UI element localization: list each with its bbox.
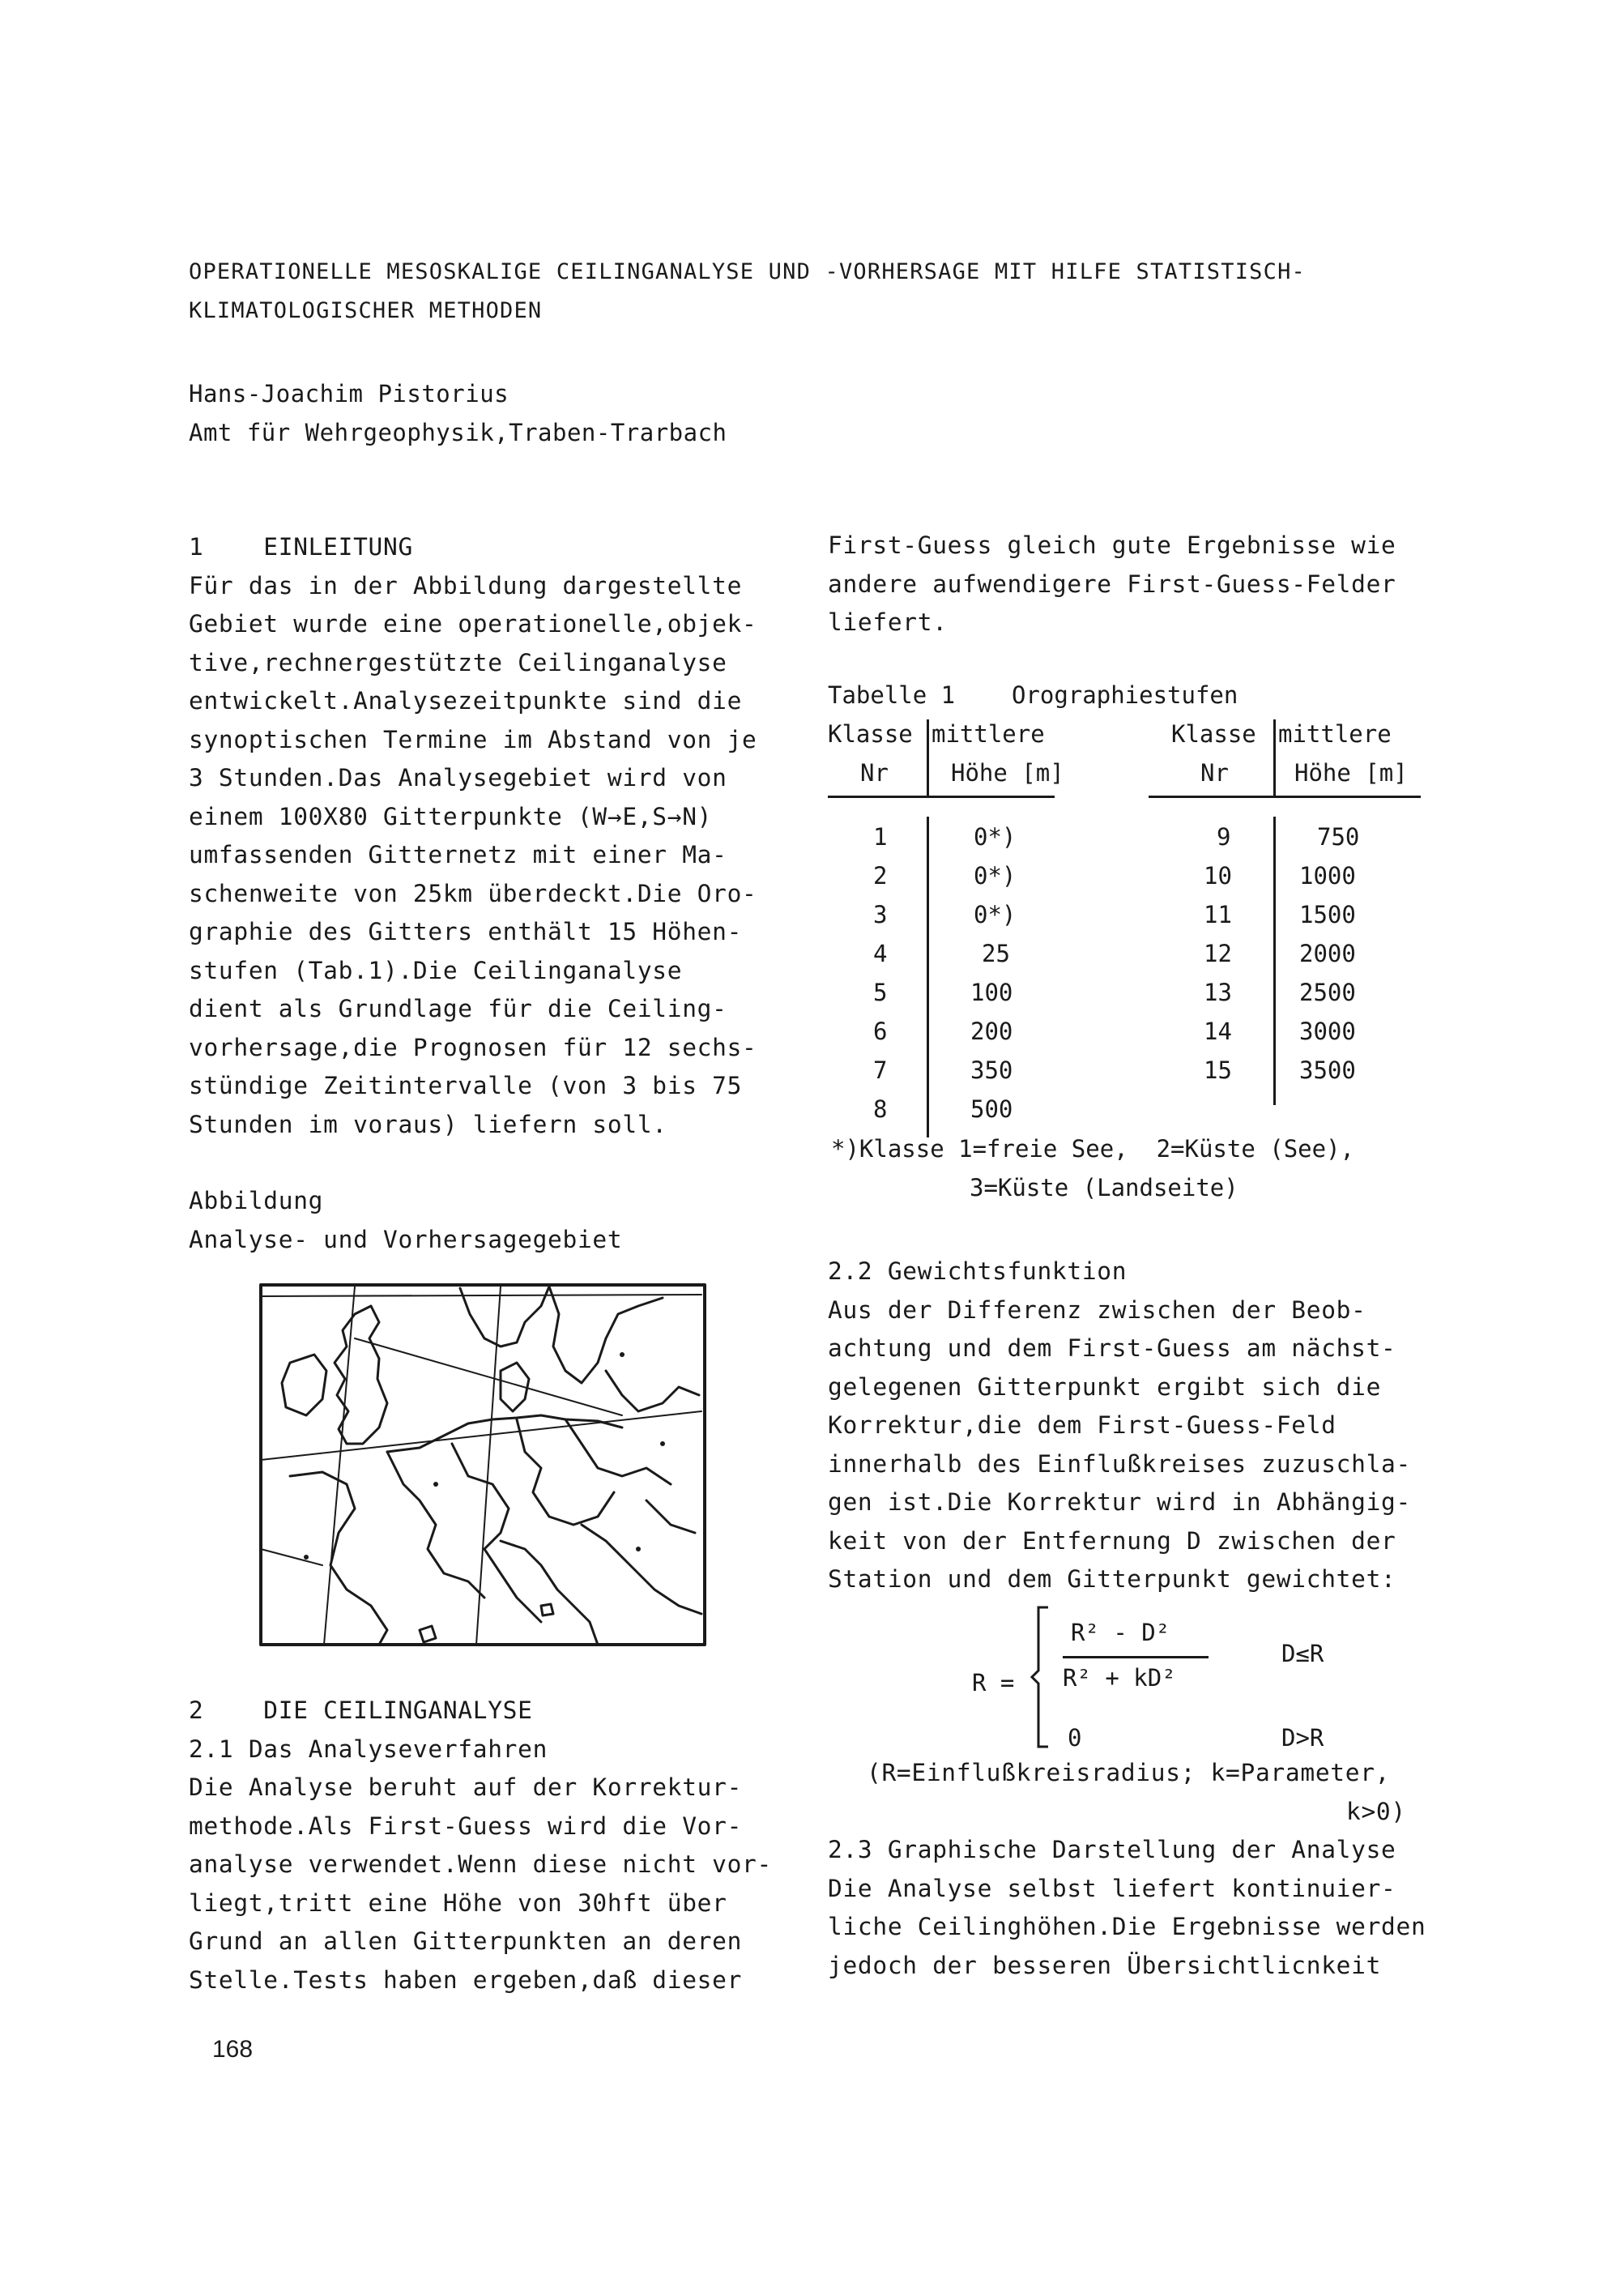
table-cell-hoehe: 750	[1317, 823, 1360, 851]
header-klasse-left: Klasse	[828, 720, 913, 748]
map-coast-balkans	[582, 1525, 701, 1614]
header-nr-right: Nr	[1200, 759, 1229, 787]
left-column-intro	[189, 528, 757, 1259]
map-station	[636, 1547, 641, 1551]
map-island	[420, 1626, 436, 1642]
map-border-2	[452, 1444, 509, 1549]
map-station	[660, 1441, 665, 1446]
table-vrule	[1273, 817, 1276, 1105]
table-cell-nr: 3	[873, 901, 888, 928]
intro-line: dient als Grundlage für die Ceiling-	[189, 995, 727, 1022]
formula-fraction-bar	[1063, 1656, 1209, 1658]
section2-subheading: 2.1 Das Analyseverfahren	[189, 1735, 548, 1763]
map-border-4	[565, 1419, 671, 1484]
right-line: andere aufwendigere First-Guess-Felder	[828, 570, 1396, 598]
section22-line: gelegenen Gitterpunkt ergibt sich die	[828, 1372, 1382, 1401]
table-vrule	[927, 817, 929, 1137]
map-gridline	[261, 1295, 701, 1296]
header-mittlere-right: mittlere	[1278, 720, 1392, 748]
map-station	[620, 1352, 625, 1357]
intro-line: stufen (Tab.1).Die Ceilinganalyse	[189, 956, 683, 984]
right-line: liefert.	[828, 608, 948, 636]
section22-line: Aus der Differenz zwischen der Beob-	[828, 1295, 1366, 1324]
section22-line: gen ist.Die Korrektur wird in Abhängig-	[828, 1488, 1411, 1516]
paper-title	[189, 253, 1306, 331]
map-gridline	[355, 1338, 622, 1415]
formula-brace	[1029, 1604, 1053, 1750]
section2-line: Grund an allen Gitterpunkten an deren	[189, 1927, 743, 1955]
intro-line: Stunden im voraus) liefern soll.	[189, 1110, 667, 1138]
map-figure	[258, 1282, 708, 1648]
right-column-section22	[828, 1253, 1411, 1599]
map-coast-east	[646, 1500, 695, 1533]
table-cell-nr: 8	[873, 1095, 888, 1123]
formula-condition-1: D≤R	[1281, 1640, 1324, 1667]
formula-zero: 0	[1068, 1724, 1082, 1752]
intro-line: stündige Zeitintervalle (von 3 bis 75	[189, 1072, 743, 1099]
map-island	[541, 1604, 553, 1615]
intro-line: Für das in der Abbildung dargestellte	[189, 571, 743, 600]
table-cell-hoehe: 350	[970, 1056, 1013, 1084]
table-cell-nr: 15	[1204, 1056, 1232, 1084]
title-line-2: KLIMATOLOGISCHER METHODEN	[189, 298, 543, 323]
table-cell-nr: 10	[1204, 862, 1232, 890]
table-vrule	[1273, 719, 1276, 797]
intro-heading: 1 EINLEITUNG	[189, 533, 413, 561]
table-cell-hoehe: 2500	[1299, 979, 1356, 1006]
header-mittlere-left: mittlere	[932, 720, 1045, 748]
intro-line: graphie des Gitters enthält 15 Höhen-	[189, 918, 743, 945]
map-gridline	[261, 1411, 701, 1460]
formula-note: (R=Einflußkreisradius; k=Parameter,	[867, 1759, 1391, 1786]
formula-note-2: k>0)	[1346, 1797, 1406, 1825]
map-coast-italy-w	[484, 1549, 541, 1622]
formula-lhs: R =	[972, 1669, 1015, 1696]
table-cell-nr: 13	[1204, 979, 1232, 1006]
right-column-top	[828, 527, 1396, 642]
intro-line: entwickelt.Analysezeitpunkte sind die	[189, 687, 743, 715]
formula-condition-2: D>R	[1281, 1724, 1324, 1752]
intro-line: synoptischen Termine im Abstand von je	[189, 725, 757, 753]
section22-line: innerhalb des Einflußkreises zuzuschla-	[828, 1449, 1411, 1478]
map-frame	[261, 1285, 705, 1645]
map-border-3	[517, 1419, 614, 1525]
header-nr-left: Nr	[860, 759, 889, 787]
table-cell-nr: 12	[1204, 940, 1232, 967]
table-hrule	[828, 796, 1055, 798]
table-vrule	[927, 719, 929, 797]
table-cell-nr: 9	[1217, 823, 1231, 851]
map-border-1	[387, 1452, 484, 1598]
table-cell-nr: 5	[873, 979, 888, 1006]
section22-line: Station und dem Gitterpunkt gewichtet:	[828, 1565, 1396, 1593]
table-cell-hoehe: 3500	[1299, 1056, 1356, 1084]
intro-line: umfassenden Gitternetz mit einer Ma-	[189, 841, 727, 868]
section2-heading: 2 DIE CEILINGANALYSE	[189, 1696, 533, 1724]
table-cell-nr: 11	[1204, 901, 1232, 928]
section22-line: keit von der Entfernung D zwischen der	[828, 1526, 1396, 1555]
table-cell-hoehe: 3000	[1299, 1018, 1356, 1045]
section22-line: Korrektur,die dem First-Guess-Feld	[828, 1411, 1336, 1439]
table-cell-hoehe: 2000	[1299, 940, 1356, 967]
table-cell-hoehe: 1000	[1299, 862, 1356, 890]
table-cell-hoehe: 0*)	[974, 901, 1017, 928]
author-block	[189, 374, 727, 452]
table-caption: Tabelle 1 Orographiestufen	[828, 681, 1238, 709]
section2-line: methode.Als First-Guess wird die Vor-	[189, 1812, 743, 1840]
map-station	[433, 1482, 438, 1487]
section22-line: achtung und dem First-Guess am nächst-	[828, 1334, 1396, 1362]
table-cell-hoehe: 0*)	[974, 823, 1017, 851]
section23-line: jedoch der besseren Übersichtlicnkeit	[828, 1951, 1382, 1979]
map-coast-baltic	[606, 1371, 699, 1411]
map-station	[304, 1555, 309, 1560]
section2-line: Die Analyse beruht auf der Korrektur-	[189, 1773, 743, 1801]
section23-line: Die Analyse selbst liefert kontinuier-	[828, 1874, 1396, 1902]
author-name: Hans-Joachim Pistorius	[189, 380, 509, 408]
weight-formula	[972, 1604, 1426, 1766]
map-coast-ireland	[282, 1355, 326, 1415]
section2-line: liegt,tritt eine Höhe von 30hft über	[189, 1888, 727, 1917]
intro-line: Gebiet wurde eine operationelle,objek-	[189, 610, 757, 638]
figure-label: Abbildung	[189, 1187, 324, 1214]
section23-heading: 2.3 Graphische Darstellung der Analyse	[828, 1836, 1396, 1863]
formula-numerator: R² - D²	[1071, 1619, 1170, 1646]
header-hoehe-right: Höhe [m]	[1294, 759, 1408, 787]
intro-line: 3 Stunden.Das Analysegebiet wird von	[189, 764, 727, 792]
right-column-bottom	[828, 1754, 1426, 1985]
table-footnote-2: 3=Küste (Landseite)	[970, 1174, 1238, 1201]
header-hoehe-left: Höhe [m]	[951, 759, 1064, 787]
table-cell-hoehe: 200	[970, 1018, 1013, 1045]
table-cell-hoehe: 500	[970, 1095, 1013, 1123]
table-cell-nr: 1	[873, 823, 888, 851]
section23-line: liche Ceilinghöhen.Die Ergebnisse werden	[828, 1913, 1426, 1940]
map-gridline	[261, 1549, 322, 1565]
author-affiliation: Amt für Wehrgeophysik,Traben-Trarbach	[189, 419, 727, 446]
section2-line: Stelle.Tests haben ergeben,daß dieser	[189, 1965, 743, 1994]
table-cell-hoehe: 100	[970, 979, 1013, 1006]
table-cell-hoehe: 25	[982, 940, 1010, 967]
table-cell-nr: 6	[873, 1018, 888, 1045]
intro-line: vorhersage,die Prognosen für 12 sechs-	[189, 1033, 757, 1061]
orography-table	[828, 681, 1427, 1215]
page-number: 168	[212, 2036, 254, 2063]
table-hrule	[1149, 796, 1421, 798]
spacer	[189, 1144, 757, 1182]
title-line-1: OPERATIONELLE MESOSKALIGE CEILINGANALYSE UND -VORHERSAGE MIT HILFE STATISTISCH-	[189, 259, 1306, 284]
figure-caption: Analyse- und Vorhersagegebiet	[189, 1225, 623, 1253]
table-cell-nr: 7	[873, 1056, 888, 1084]
table-cell-hoehe: 0*)	[974, 862, 1017, 890]
section22-heading: 2.2 Gewichtsfunktion	[828, 1257, 1128, 1285]
header-klasse-right: Klasse	[1171, 720, 1256, 748]
table-cell-hoehe: 1500	[1299, 901, 1356, 928]
intro-line: tive,rechnergestützte Ceilinganalyse	[189, 648, 727, 676]
table-cell-nr: 4	[873, 940, 888, 967]
intro-line: einem 100X80 Gitterpunkte (W→E,S→N)	[189, 802, 713, 830]
intro-line: schenweite von 25km überdeckt.Die Oro-	[189, 879, 757, 907]
left-column-section2	[189, 1692, 772, 1999]
table-cell-nr: 14	[1204, 1018, 1232, 1045]
map-coast-sweden	[549, 1287, 663, 1383]
map-coast-italy	[501, 1541, 598, 1645]
map-coast-britain	[335, 1306, 387, 1444]
right-line: First-Guess gleich gute Ergebnisse wie	[828, 531, 1396, 559]
section2-line: analyse verwendet.Wenn diese nicht vor-	[189, 1850, 772, 1878]
table-cell-nr: 2	[873, 862, 888, 890]
table-footnote-1: *)Klasse 1=freie See, 2=Küste (See),	[831, 1135, 1355, 1163]
formula-denominator: R² + kD²	[1063, 1664, 1176, 1692]
